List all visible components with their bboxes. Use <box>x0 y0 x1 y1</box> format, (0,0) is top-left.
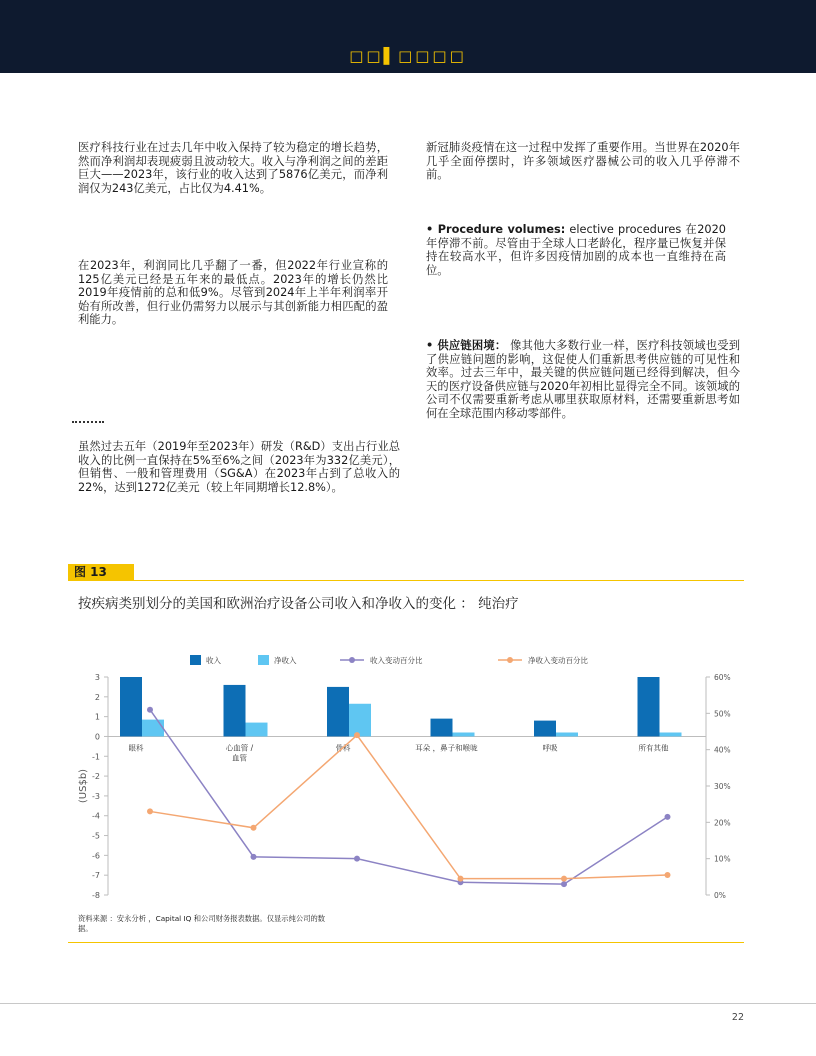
y2-tick-label: 60% <box>714 673 731 682</box>
bar-revenue <box>224 685 246 737</box>
category-label: 眼科 <box>128 743 144 753</box>
bar-net-revenue <box>453 732 475 736</box>
category-label: 呼吸 <box>542 743 558 753</box>
legend-swatch <box>258 655 269 665</box>
bullet-procedure-volumes-body: elective procedures 在2020年停滞不前。尽管由于全球人口老龄化，程序量已恢复并保持在较高水平，但许多因疫情加剧的成本也一直维持在高位。 <box>426 223 726 277</box>
legend-marker <box>507 657 513 663</box>
category-label: 所有其他 <box>638 743 669 753</box>
y2-tick-label: 40% <box>714 745 731 755</box>
bar-revenue <box>327 687 349 737</box>
legend-label: 净收入 <box>274 656 297 665</box>
point-net-revenue-change <box>147 808 153 814</box>
bar-net-revenue <box>660 732 682 736</box>
header-title: □□▌□□□□ <box>349 47 467 65</box>
y-tick-label: -3 <box>92 791 100 801</box>
right-paragraph-1: 新冠肺炎疫情在这一过程中发挥了重要作用。当世界在2020年几乎全面停摆时，许多领域医疗器械公司的收入几乎停滞不前。 <box>426 141 740 182</box>
category-label: 骨科 <box>335 743 351 753</box>
figure-title: 按疾病类别划分的美国和欧洲治疗设备公司收入和净收入的变化 ： 纯治疗 <box>78 596 519 612</box>
left-paragraph-2: 在2023年，利润同比几乎翻了一番，但2022年行业宣称的125亿美元已经是五年来的最低点。2023年的增长仍然比2019年疫情前的总和低9%。尽管到2024年上半年利润率开始有所改善，但行业仍需努力以展示与其创新能力相匹配的盈利能力。 <box>78 259 388 327</box>
y2-tick-label: 10% <box>714 854 731 864</box>
legend-marker <box>349 657 355 663</box>
legend-label: 收入变动百分比 <box>370 656 423 665</box>
figure-bottom-rule <box>68 942 744 943</box>
y-tick-label: 1 <box>94 712 100 722</box>
point-revenue-change <box>251 854 257 860</box>
y2-tick-label: 30% <box>714 782 731 791</box>
y2-tick-label: 50% <box>714 709 731 719</box>
category-label: 血管 <box>232 753 247 763</box>
y-tick-label: 2 <box>94 692 100 702</box>
bullet-supply-chain-body: 像其他大多数行业一样，医疗科技领域也受到了供应链问题的影响，这促使人们重新思考供应链的可见性和效率。过去三年中，最关键的供应链问题已经得到解决，但今天的医疗设备供应链与2020年初相比显得完全不同。该领域的公司不仅需要重新考虑从哪里获取原材料，还需要重新思考如何在全球范围内移动零部件。 <box>426 339 740 420</box>
bullet-procedure-volumes <box>426 223 726 277</box>
y-tick-label: 0 <box>94 732 100 742</box>
left-paragraph-1: 医疗科技行业在过去几年中收入保持了较为稳定的增长趋势，然而净利润却表现疲弱且波动较大。收入与净利润之间的差距巨大——2023年，该行业的收入达到了5876亿美元，而净利润仅为243亿美元，占比仅为4.41%。 <box>78 141 388 195</box>
bar-revenue <box>120 677 142 736</box>
y-tick-label: 3 <box>94 673 100 682</box>
bullet-procedure-volumes-head: • Procedure volumes: <box>426 223 566 236</box>
category-label: 耳朵 ，鼻子和喉咙 <box>415 743 478 753</box>
bar-revenue <box>534 721 556 737</box>
point-net-revenue-change <box>458 876 464 882</box>
point-net-revenue-change <box>251 825 257 831</box>
bar-revenue <box>638 677 660 736</box>
figure-label: 图 13 <box>68 564 134 581</box>
bar-net-revenue <box>556 732 578 736</box>
figure-source: 资料来源 ：安永分析 ，Capital IQ 和公司财务报表数据。仅显示纯公司的数据。 <box>78 914 326 933</box>
y-tick-label: -5 <box>92 831 100 841</box>
y-tick-label: -1 <box>92 752 100 762</box>
legend-label: 收入 <box>206 656 221 665</box>
revenue-change-chart <box>68 650 748 910</box>
bar-net-revenue <box>142 720 164 737</box>
y-tick-label: -2 <box>92 772 100 782</box>
footer-rule <box>0 1003 816 1004</box>
point-net-revenue-change <box>561 876 567 882</box>
bullet-supply-chain-head: • 供应链困境： <box>426 339 507 352</box>
category-label: 心血管 / <box>225 743 254 753</box>
y-tick-label: -6 <box>92 851 100 861</box>
y-tick-label: -4 <box>92 811 100 821</box>
point-revenue-change <box>354 856 360 862</box>
page-number: 22 <box>731 1012 744 1023</box>
y2-tick-label: 20% <box>714 818 731 828</box>
dotted-divider <box>72 421 104 426</box>
y-axis-title: (US$b) <box>78 768 89 804</box>
point-net-revenue-change <box>354 732 360 738</box>
bar-net-revenue <box>246 723 268 737</box>
bar-net-revenue <box>349 704 371 737</box>
line-net-revenue-change <box>150 735 668 879</box>
point-net-revenue-change <box>665 872 671 878</box>
y-tick-label: -8 <box>92 891 100 900</box>
y-tick-label: -7 <box>92 871 100 881</box>
y2-tick-label: 0% <box>714 891 726 900</box>
left-paragraph-3: 虽然过去五年（2019年至2023年）研发（R&D）支出占行业总收入的比例一直保持在5%至6%之间（2023年为332亿美元），但销售、一般和管理费用（SG&A）在2023年占到了总收入的22%，达到1272亿美元（较上年同期增长12.8%）。 <box>78 440 400 494</box>
point-revenue-change <box>147 707 153 713</box>
point-revenue-change <box>561 881 567 887</box>
legend-swatch <box>190 655 201 665</box>
point-revenue-change <box>665 814 671 820</box>
bar-revenue <box>431 719 453 737</box>
figure-top-rule <box>68 580 744 581</box>
bullet-supply-chain <box>426 339 740 421</box>
legend-label: 净收入变动百分比 <box>528 656 588 665</box>
top-banner <box>0 0 816 73</box>
